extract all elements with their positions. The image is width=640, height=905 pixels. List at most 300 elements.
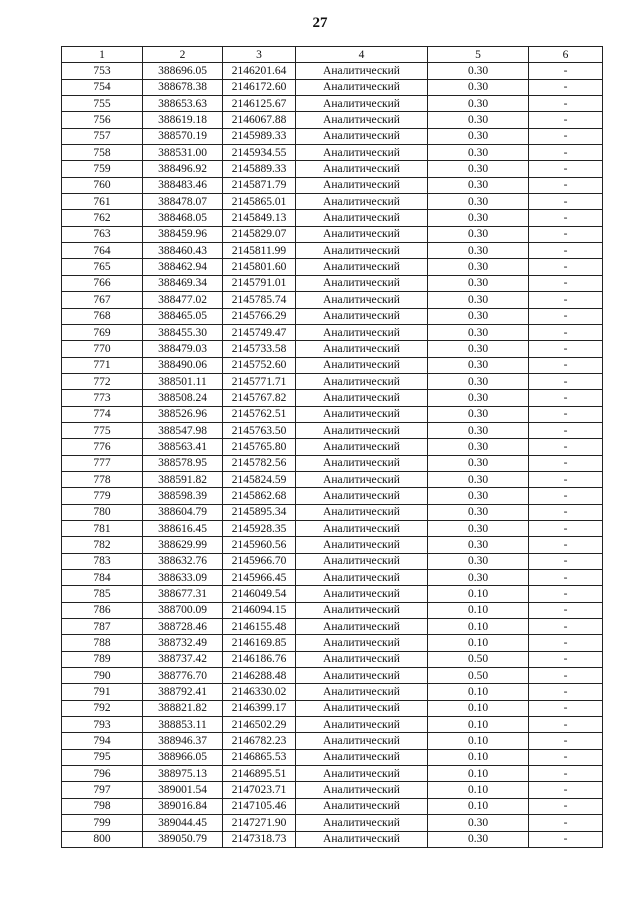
- x-coordinate-cell: 388526.96: [143, 406, 223, 422]
- column-header: 4: [296, 47, 428, 63]
- method-cell: Аналитический: [296, 161, 428, 177]
- method-cell: Аналитический: [296, 635, 428, 651]
- column-header: 6: [529, 47, 603, 63]
- point-number-cell: 760: [62, 177, 143, 193]
- point-number-cell: 774: [62, 406, 143, 422]
- page-number: 27: [312, 15, 328, 31]
- x-coordinate-cell: 388483.46: [143, 177, 223, 193]
- note-cell: -: [529, 292, 603, 308]
- x-coordinate-cell: 388737.42: [143, 651, 223, 667]
- note-cell: -: [529, 537, 603, 553]
- method-cell: Аналитический: [296, 831, 428, 847]
- accuracy-cell: 0.30: [428, 406, 529, 422]
- accuracy-cell: 0.30: [428, 259, 529, 275]
- x-coordinate-cell: 388465.05: [143, 308, 223, 324]
- accuracy-cell: 0.30: [428, 537, 529, 553]
- point-number-cell: 775: [62, 422, 143, 438]
- point-number-cell: 771: [62, 357, 143, 373]
- accuracy-cell: 0.10: [428, 619, 529, 635]
- accuracy-cell: 0.30: [428, 194, 529, 210]
- accuracy-cell: 0.30: [428, 341, 529, 357]
- table-row: [62, 308, 603, 324]
- x-coordinate-cell: 388459.96: [143, 226, 223, 242]
- method-cell: Аналитический: [296, 798, 428, 814]
- y-coordinate-cell: 2146502.29: [223, 717, 296, 733]
- y-coordinate-cell: 2146399.17: [223, 700, 296, 716]
- method-cell: Аналитический: [296, 520, 428, 536]
- point-number-cell: 799: [62, 815, 143, 831]
- method-cell: Аналитический: [296, 717, 428, 733]
- note-cell: -: [529, 798, 603, 814]
- table-row: [62, 471, 603, 487]
- note-cell: -: [529, 373, 603, 389]
- x-coordinate-cell: 388728.46: [143, 619, 223, 635]
- table-row: [62, 357, 603, 373]
- x-coordinate-cell: 388479.03: [143, 341, 223, 357]
- table-row: [62, 488, 603, 504]
- note-cell: -: [529, 390, 603, 406]
- y-coordinate-cell: 2145811.99: [223, 243, 296, 259]
- method-cell: Аналитический: [296, 733, 428, 749]
- note-cell: -: [529, 96, 603, 112]
- method-cell: Аналитический: [296, 406, 428, 422]
- accuracy-cell: 0.30: [428, 308, 529, 324]
- y-coordinate-cell: 2146186.76: [223, 651, 296, 667]
- x-coordinate-cell: 388653.63: [143, 96, 223, 112]
- y-coordinate-cell: 2146201.64: [223, 63, 296, 79]
- accuracy-cell: 0.30: [428, 455, 529, 471]
- note-cell: -: [529, 471, 603, 487]
- method-cell: Аналитический: [296, 684, 428, 700]
- x-coordinate-cell: 388455.30: [143, 324, 223, 340]
- method-cell: Аналитический: [296, 210, 428, 226]
- y-coordinate-cell: 2146330.02: [223, 684, 296, 700]
- x-coordinate-cell: 388946.37: [143, 733, 223, 749]
- note-cell: -: [529, 684, 603, 700]
- table-row: [62, 619, 603, 635]
- table-header-row: [62, 47, 603, 63]
- method-cell: Аналитический: [296, 177, 428, 193]
- y-coordinate-cell: 2145782.56: [223, 455, 296, 471]
- point-number-cell: 795: [62, 749, 143, 765]
- note-cell: -: [529, 815, 603, 831]
- note-cell: -: [529, 831, 603, 847]
- accuracy-cell: 0.10: [428, 635, 529, 651]
- y-coordinate-cell: 2145733.58: [223, 341, 296, 357]
- accuracy-cell: 0.30: [428, 471, 529, 487]
- table-row: [62, 733, 603, 749]
- method-cell: Аналитический: [296, 243, 428, 259]
- method-cell: Аналитический: [296, 96, 428, 112]
- method-cell: Аналитический: [296, 749, 428, 765]
- x-coordinate-cell: 388619.18: [143, 112, 223, 128]
- accuracy-cell: 0.30: [428, 112, 529, 128]
- x-coordinate-cell: 388496.92: [143, 161, 223, 177]
- note-cell: -: [529, 194, 603, 210]
- point-number-cell: 784: [62, 570, 143, 586]
- point-number-cell: 783: [62, 553, 143, 569]
- point-number-cell: 789: [62, 651, 143, 667]
- column-header: 2: [143, 47, 223, 63]
- method-cell: Аналитический: [296, 700, 428, 716]
- table-row: [62, 341, 603, 357]
- y-coordinate-cell: 2145785.74: [223, 292, 296, 308]
- method-cell: Аналитический: [296, 471, 428, 487]
- column-header: 5: [428, 47, 529, 63]
- method-cell: Аналитический: [296, 259, 428, 275]
- table-row: [62, 553, 603, 569]
- accuracy-cell: 0.50: [428, 668, 529, 684]
- y-coordinate-cell: 2145934.55: [223, 145, 296, 161]
- accuracy-cell: 0.30: [428, 373, 529, 389]
- y-coordinate-cell: 2145960.56: [223, 537, 296, 553]
- note-cell: -: [529, 243, 603, 259]
- accuracy-cell: 0.50: [428, 651, 529, 667]
- table-row: [62, 570, 603, 586]
- point-number-cell: 773: [62, 390, 143, 406]
- x-coordinate-cell: 388508.24: [143, 390, 223, 406]
- column-header: 3: [223, 47, 296, 63]
- note-cell: -: [529, 749, 603, 765]
- y-coordinate-cell: 2146125.67: [223, 96, 296, 112]
- x-coordinate-cell: 388478.07: [143, 194, 223, 210]
- point-number-cell: 758: [62, 145, 143, 161]
- x-coordinate-cell: 388616.45: [143, 520, 223, 536]
- x-coordinate-cell: 388547.98: [143, 422, 223, 438]
- y-coordinate-cell: 2145966.70: [223, 553, 296, 569]
- note-cell: -: [529, 570, 603, 586]
- y-coordinate-cell: 2147271.90: [223, 815, 296, 831]
- accuracy-cell: 0.10: [428, 586, 529, 602]
- accuracy-cell: 0.30: [428, 161, 529, 177]
- x-coordinate-cell: 388677.31: [143, 586, 223, 602]
- method-cell: Аналитический: [296, 194, 428, 210]
- x-coordinate-cell: 388468.05: [143, 210, 223, 226]
- accuracy-cell: 0.10: [428, 782, 529, 798]
- point-number-cell: 768: [62, 308, 143, 324]
- x-coordinate-cell: 389016.84: [143, 798, 223, 814]
- y-coordinate-cell: 2147023.71: [223, 782, 296, 798]
- y-coordinate-cell: 2145791.01: [223, 275, 296, 291]
- x-coordinate-cell: 388469.34: [143, 275, 223, 291]
- table-row: [62, 112, 603, 128]
- y-coordinate-cell: 2145966.45: [223, 570, 296, 586]
- x-coordinate-cell: 388460.43: [143, 243, 223, 259]
- accuracy-cell: 0.10: [428, 684, 529, 700]
- x-coordinate-cell: 388732.49: [143, 635, 223, 651]
- point-number-cell: 797: [62, 782, 143, 798]
- table-row: [62, 815, 603, 831]
- table-row: [62, 504, 603, 520]
- method-cell: Аналитический: [296, 112, 428, 128]
- y-coordinate-cell: 2145862.68: [223, 488, 296, 504]
- point-number-cell: 788: [62, 635, 143, 651]
- x-coordinate-cell: 388696.05: [143, 63, 223, 79]
- y-coordinate-cell: 2145849.13: [223, 210, 296, 226]
- accuracy-cell: 0.30: [428, 210, 529, 226]
- table-row: [62, 96, 603, 112]
- point-number-cell: 776: [62, 439, 143, 455]
- note-cell: -: [529, 259, 603, 275]
- x-coordinate-cell: 388821.82: [143, 700, 223, 716]
- table-row: [62, 128, 603, 144]
- accuracy-cell: 0.10: [428, 733, 529, 749]
- table-row: [62, 602, 603, 618]
- note-cell: -: [529, 63, 603, 79]
- table-row: [62, 651, 603, 667]
- note-cell: -: [529, 717, 603, 733]
- point-number-cell: 757: [62, 128, 143, 144]
- y-coordinate-cell: 2146288.48: [223, 668, 296, 684]
- note-cell: -: [529, 308, 603, 324]
- point-number-cell: 770: [62, 341, 143, 357]
- accuracy-cell: 0.10: [428, 700, 529, 716]
- note-cell: -: [529, 782, 603, 798]
- table-row: [62, 766, 603, 782]
- y-coordinate-cell: 2145889.33: [223, 161, 296, 177]
- x-coordinate-cell: 388570.19: [143, 128, 223, 144]
- accuracy-cell: 0.30: [428, 831, 529, 847]
- y-coordinate-cell: 2147105.46: [223, 798, 296, 814]
- table-row: [62, 210, 603, 226]
- accuracy-cell: 0.30: [428, 96, 529, 112]
- point-number-cell: 800: [62, 831, 143, 847]
- note-cell: -: [529, 210, 603, 226]
- x-coordinate-cell: 389050.79: [143, 831, 223, 847]
- table-row: [62, 537, 603, 553]
- y-coordinate-cell: 2146169.85: [223, 635, 296, 651]
- method-cell: Аналитический: [296, 324, 428, 340]
- note-cell: -: [529, 145, 603, 161]
- note-cell: -: [529, 586, 603, 602]
- table-row: [62, 226, 603, 242]
- note-cell: -: [529, 602, 603, 618]
- table-row: [62, 63, 603, 79]
- method-cell: Аналитический: [296, 668, 428, 684]
- method-cell: Аналитический: [296, 586, 428, 602]
- x-coordinate-cell: 388462.94: [143, 259, 223, 275]
- note-cell: -: [529, 733, 603, 749]
- method-cell: Аналитический: [296, 782, 428, 798]
- table-row: [62, 161, 603, 177]
- note-cell: -: [529, 422, 603, 438]
- method-cell: Аналитический: [296, 145, 428, 161]
- note-cell: -: [529, 439, 603, 455]
- x-coordinate-cell: 388591.82: [143, 471, 223, 487]
- table-row: [62, 684, 603, 700]
- note-cell: -: [529, 226, 603, 242]
- x-coordinate-cell: 388490.06: [143, 357, 223, 373]
- y-coordinate-cell: 2146155.48: [223, 619, 296, 635]
- point-number-cell: 753: [62, 63, 143, 79]
- y-coordinate-cell: 2145829.07: [223, 226, 296, 242]
- accuracy-cell: 0.10: [428, 766, 529, 782]
- method-cell: Аналитический: [296, 292, 428, 308]
- table-row: [62, 798, 603, 814]
- point-number-cell: 769: [62, 324, 143, 340]
- note-cell: -: [529, 766, 603, 782]
- point-number-cell: 781: [62, 520, 143, 536]
- y-coordinate-cell: 2145989.33: [223, 128, 296, 144]
- accuracy-cell: 0.30: [428, 243, 529, 259]
- method-cell: Аналитический: [296, 766, 428, 782]
- y-coordinate-cell: 2145771.71: [223, 373, 296, 389]
- x-coordinate-cell: 388700.09: [143, 602, 223, 618]
- method-cell: Аналитический: [296, 504, 428, 520]
- accuracy-cell: 0.30: [428, 488, 529, 504]
- y-coordinate-cell: 2146865.53: [223, 749, 296, 765]
- note-cell: -: [529, 700, 603, 716]
- table-row: [62, 717, 603, 733]
- point-number-cell: 759: [62, 161, 143, 177]
- point-number-cell: 782: [62, 537, 143, 553]
- point-number-cell: 763: [62, 226, 143, 242]
- point-number-cell: 777: [62, 455, 143, 471]
- method-cell: Аналитический: [296, 390, 428, 406]
- point-number-cell: 785: [62, 586, 143, 602]
- x-coordinate-cell: 388501.11: [143, 373, 223, 389]
- point-number-cell: 765: [62, 259, 143, 275]
- y-coordinate-cell: 2145749.47: [223, 324, 296, 340]
- x-coordinate-cell: 388629.99: [143, 537, 223, 553]
- method-cell: Аналитический: [296, 275, 428, 291]
- accuracy-cell: 0.30: [428, 422, 529, 438]
- note-cell: -: [529, 112, 603, 128]
- y-coordinate-cell: 2145928.35: [223, 520, 296, 536]
- point-number-cell: 790: [62, 668, 143, 684]
- accuracy-cell: 0.30: [428, 177, 529, 193]
- y-coordinate-cell: 2145766.29: [223, 308, 296, 324]
- x-coordinate-cell: 388477.02: [143, 292, 223, 308]
- note-cell: -: [529, 651, 603, 667]
- table-row: [62, 439, 603, 455]
- point-number-cell: 754: [62, 79, 143, 95]
- note-cell: -: [529, 275, 603, 291]
- method-cell: Аналитический: [296, 63, 428, 79]
- point-number-cell: 778: [62, 471, 143, 487]
- accuracy-cell: 0.30: [428, 275, 529, 291]
- x-coordinate-cell: 388604.79: [143, 504, 223, 520]
- accuracy-cell: 0.30: [428, 79, 529, 95]
- point-number-cell: 756: [62, 112, 143, 128]
- point-number-cell: 779: [62, 488, 143, 504]
- accuracy-cell: 0.30: [428, 815, 529, 831]
- table-row: [62, 782, 603, 798]
- table-row: [62, 243, 603, 259]
- accuracy-cell: 0.10: [428, 602, 529, 618]
- accuracy-cell: 0.30: [428, 390, 529, 406]
- method-cell: Аналитический: [296, 553, 428, 569]
- x-coordinate-cell: 388792.41: [143, 684, 223, 700]
- note-cell: -: [529, 504, 603, 520]
- point-number-cell: 764: [62, 243, 143, 259]
- point-number-cell: 792: [62, 700, 143, 716]
- coordinates-table: [61, 46, 603, 848]
- note-cell: -: [529, 161, 603, 177]
- accuracy-cell: 0.30: [428, 324, 529, 340]
- point-number-cell: 787: [62, 619, 143, 635]
- table-row: [62, 700, 603, 716]
- accuracy-cell: 0.30: [428, 439, 529, 455]
- method-cell: Аналитический: [296, 651, 428, 667]
- method-cell: Аналитический: [296, 488, 428, 504]
- accuracy-cell: 0.10: [428, 798, 529, 814]
- note-cell: -: [529, 79, 603, 95]
- note-cell: -: [529, 668, 603, 684]
- method-cell: Аналитический: [296, 439, 428, 455]
- method-cell: Аналитический: [296, 570, 428, 586]
- y-coordinate-cell: 2147318.73: [223, 831, 296, 847]
- x-coordinate-cell: 389001.54: [143, 782, 223, 798]
- accuracy-cell: 0.30: [428, 63, 529, 79]
- note-cell: -: [529, 635, 603, 651]
- method-cell: Аналитический: [296, 226, 428, 242]
- table-row: [62, 390, 603, 406]
- table-row: [62, 749, 603, 765]
- accuracy-cell: 0.30: [428, 520, 529, 536]
- y-coordinate-cell: 2145752.60: [223, 357, 296, 373]
- y-coordinate-cell: 2146782.23: [223, 733, 296, 749]
- column-header: 1: [62, 47, 143, 63]
- table-row: [62, 520, 603, 536]
- y-coordinate-cell: 2146067.88: [223, 112, 296, 128]
- method-cell: Аналитический: [296, 357, 428, 373]
- y-coordinate-cell: 2145871.79: [223, 177, 296, 193]
- point-number-cell: 767: [62, 292, 143, 308]
- table-row: [62, 635, 603, 651]
- point-number-cell: 766: [62, 275, 143, 291]
- y-coordinate-cell: 2146172.60: [223, 79, 296, 95]
- point-number-cell: 772: [62, 373, 143, 389]
- note-cell: -: [529, 619, 603, 635]
- y-coordinate-cell: 2146895.51: [223, 766, 296, 782]
- y-coordinate-cell: 2146094.15: [223, 602, 296, 618]
- x-coordinate-cell: 388578.95: [143, 455, 223, 471]
- point-number-cell: 794: [62, 733, 143, 749]
- table-row: [62, 145, 603, 161]
- table-row: [62, 373, 603, 389]
- note-cell: -: [529, 455, 603, 471]
- x-coordinate-cell: 388563.41: [143, 439, 223, 455]
- y-coordinate-cell: 2146049.54: [223, 586, 296, 602]
- note-cell: -: [529, 520, 603, 536]
- table-row: [62, 79, 603, 95]
- method-cell: Аналитический: [296, 537, 428, 553]
- table-row: [62, 831, 603, 847]
- accuracy-cell: 0.30: [428, 504, 529, 520]
- y-coordinate-cell: 2145763.50: [223, 422, 296, 438]
- accuracy-cell: 0.10: [428, 717, 529, 733]
- x-coordinate-cell: 389044.45: [143, 815, 223, 831]
- accuracy-cell: 0.30: [428, 226, 529, 242]
- method-cell: Аналитический: [296, 341, 428, 357]
- y-coordinate-cell: 2145865.01: [223, 194, 296, 210]
- point-number-cell: 796: [62, 766, 143, 782]
- x-coordinate-cell: 388531.00: [143, 145, 223, 161]
- accuracy-cell: 0.30: [428, 145, 529, 161]
- method-cell: Аналитический: [296, 128, 428, 144]
- x-coordinate-cell: 388853.11: [143, 717, 223, 733]
- note-cell: -: [529, 177, 603, 193]
- note-cell: -: [529, 128, 603, 144]
- method-cell: Аналитический: [296, 308, 428, 324]
- method-cell: Аналитический: [296, 619, 428, 635]
- accuracy-cell: 0.30: [428, 292, 529, 308]
- table-row: [62, 324, 603, 340]
- accuracy-cell: 0.30: [428, 128, 529, 144]
- point-number-cell: 786: [62, 602, 143, 618]
- x-coordinate-cell: 388598.39: [143, 488, 223, 504]
